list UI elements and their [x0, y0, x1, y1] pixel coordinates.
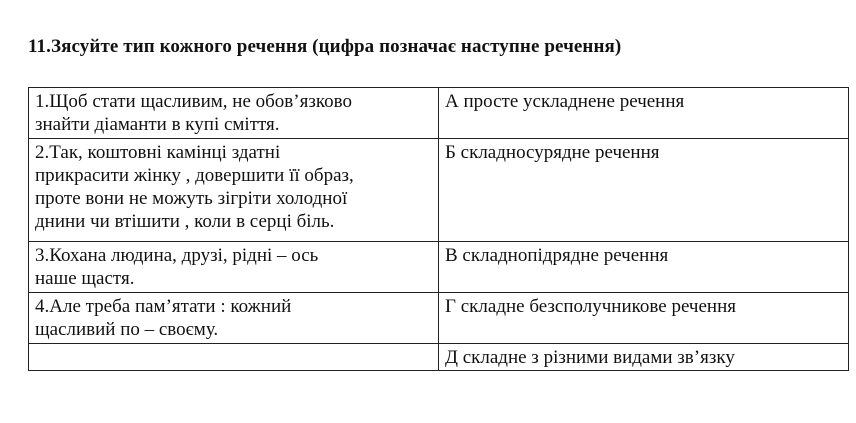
table-row: [29, 344, 849, 371]
option-v-text: В складнопідрядне речення: [445, 245, 669, 266]
sentence-cell-2: [29, 139, 439, 242]
sentence-1-text: 1.Щоб стати щасливим, не обов’язково знайти діаманти в купі сміття.: [35, 91, 352, 135]
option-cell-a: [439, 88, 849, 139]
sentence-cell-1: [29, 88, 439, 139]
option-d-text: Д складне з різними видами зв’язку: [445, 347, 735, 368]
matching-table: [28, 87, 849, 371]
option-b-text: Б складносурядне речення: [445, 142, 660, 163]
table-row: [29, 242, 849, 293]
table-row: [29, 139, 849, 242]
option-cell-h: [439, 293, 849, 344]
sentence-3-text: 3.Кохана людина, друзі, рідні – ось наше щастя.: [35, 245, 319, 289]
option-a-text: А просте ускладнене речення: [445, 91, 685, 112]
sentence-4-text: 4.Але треба пам’ятати : кожний щасливий по – своєму.: [35, 296, 292, 340]
option-h-text: Г складне безсполучникове речення: [445, 296, 736, 317]
option-cell-v: [439, 242, 849, 293]
sentence-2-text: 2.Так, коштовні камінці здатні прикрасити жінку , довершити її образ, проте вони не можуть зігріти холодної днини чи втішити , коли в серці біль.: [35, 142, 354, 232]
option-cell-d: [439, 344, 849, 371]
sentence-cell-4: [29, 293, 439, 344]
table-row: [29, 293, 849, 344]
sentence-cell-empty: [29, 344, 439, 371]
task-title: 11.Зясуйте тип кожного речення (цифра позначає наступне речення): [28, 36, 622, 57]
option-cell-b: [439, 139, 849, 242]
table-row: [29, 88, 849, 139]
sentence-cell-3: [29, 242, 439, 293]
